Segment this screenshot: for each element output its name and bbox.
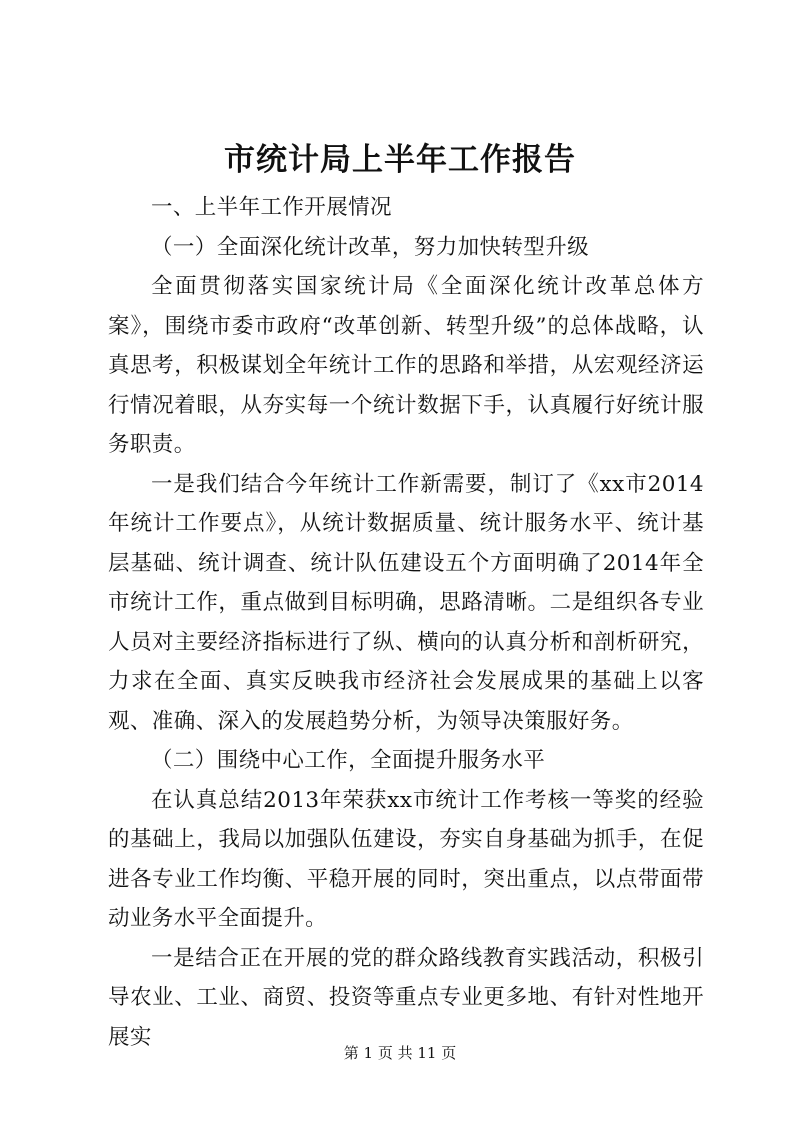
document-title: 市统计局上半年工作报告 [224,142,576,178]
subsection-heading-1: （一）全面深化统计改革，努力加快转型升级 [151,234,590,260]
paragraph: 在认真总结2013年荣获xx市统计工作考核一等奖的经验的基础上，我局以加强队伍建设，夯实自身基础为抓手，在促进各专业工作均衡、平稳开展的同时，突出重点，以点带面带动业务水平全面提升。 [108,787,704,931]
paragraph: 一是我们结合今年统计工作新需要，制订了《xx市2014年统计工作要点》，从统计数据质量、统计服务水平、统计基层基础、统计调查、统计队伍建设五个方面明确了2014年全市统计工作，重点做到目标明确，思路清晰。二是组织各专业人员对主要经济指标进行了纵、横向的认真分析和剖析研究，力求在全面、真实反映我市经济社会发展成果的基础上以客观、准确、深入的发展趋势分析，为领导决策服好务。 [108,471,704,734]
page-footer: 第 1 页 共 11 页 [343,1044,457,1062]
paragraph: 全面贯彻落实国家统计局《全面深化统计改革总体方案》，围绕市委市政府“改革创新、转型升级”的总体战略，认真思考，积极谋划全年统计工作的思路和举措，从宏观经济运行情况着眼，从夯实每一个统计数据下手，认真履行好统计服务职责。 [108,274,704,457]
subsection-heading-2: （二）围绕中心工作，全面提升服务水平 [151,748,546,773]
paragraph: 一是结合正在开展的党的群众路线教育实践活动，积极引导农业、工业、商贸、投资等重点专业更多地、有针对性地开展实 [108,945,704,1050]
document-body [108,188,704,1057]
section-heading-1: 一、上半年工作开展情况 [151,195,392,220]
